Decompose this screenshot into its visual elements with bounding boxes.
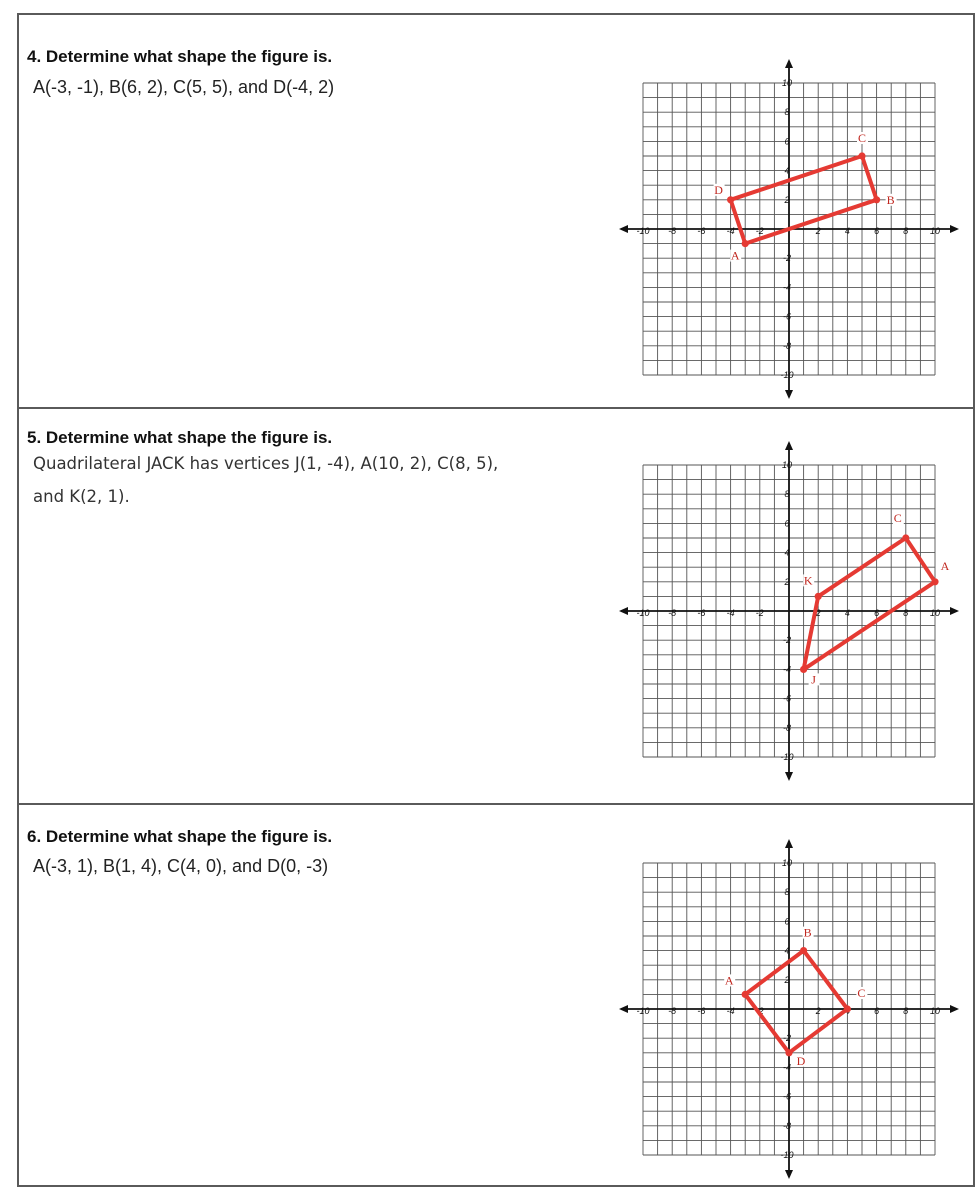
x-tick-label: -8: [668, 226, 677, 236]
problem-5: [19, 409, 973, 805]
problem-6-title: 6. Determine what shape the figure is.: [27, 827, 333, 846]
x-tick-label: 10: [929, 1006, 941, 1016]
x-axis-right-arrow: [950, 1005, 959, 1013]
x-axis-right-arrow: [950, 225, 959, 233]
worksheet: [17, 13, 975, 1187]
x-tick-label: -4: [726, 608, 735, 618]
axes: [619, 839, 959, 1179]
problem-6-graph: [609, 835, 939, 1170]
vertex-j-point: [800, 666, 807, 673]
x-tick-label: 2: [815, 1006, 821, 1016]
vertex-b-label: B: [886, 192, 895, 207]
y-axis-up-arrow: [785, 59, 793, 68]
x-tick-label: 8: [903, 1006, 909, 1016]
vertex-c-point: [902, 534, 909, 541]
y-tick-label: -10: [780, 370, 794, 380]
y-tick-label: -8: [782, 1120, 792, 1131]
y-tick-label: 2: [784, 194, 790, 205]
vertex-a-point: [742, 240, 749, 247]
y-tick-label: 4: [784, 165, 790, 176]
y-tick-label: -4: [782, 664, 792, 675]
quadrilateral: [745, 951, 847, 1053]
x-tick-label: -2: [755, 226, 764, 236]
vertex-c-label: C: [857, 986, 866, 1000]
x-tick-label: -8: [668, 1006, 677, 1016]
y-tick-label: -6: [782, 1091, 792, 1102]
vertex-d-label: D: [796, 1053, 806, 1068]
y-axis-down-arrow: [785, 1170, 793, 1179]
y-tick-label: -10: [780, 1150, 794, 1160]
y-tick-label: 10: [781, 78, 793, 88]
vertex-d-point: [727, 196, 734, 203]
y-tick-label: 2: [784, 576, 790, 587]
vertex-c-label: C: [857, 131, 867, 145]
y-axis-down-arrow: [785, 390, 793, 399]
problem-4-title: 4. Determine what shape the figure is.: [27, 47, 333, 66]
quadrilateral: [804, 538, 935, 669]
x-tick-label: 4: [844, 226, 850, 236]
vertex-a-point: [931, 578, 938, 585]
x-tick-label: -2: [755, 608, 764, 618]
y-tick-label: 10: [781, 858, 793, 868]
y-tick-label: -4: [782, 282, 792, 293]
y-tick-label: -2: [782, 635, 792, 646]
vertex-b-point: [800, 947, 807, 954]
x-tick-label: 2: [815, 226, 821, 236]
problem-6: [19, 805, 973, 1185]
y-tick-label: 8: [784, 887, 790, 898]
x-tick-label: -4: [726, 1006, 735, 1016]
x-tick-label: 2: [815, 608, 821, 618]
vertex-d-label: D: [714, 182, 723, 197]
x-tick-label: 10: [929, 226, 941, 236]
problem-4-given: A(-3, -1), B(6, 2), C(5, 5), and D(-4, 2): [33, 77, 335, 97]
vertex-a-label: A: [724, 973, 734, 988]
problem-4-graph: [609, 55, 939, 390]
problem-5-given: Quadrilateral JACK has vertices J(1, -4), A(10, 2), C(8, 5), and K(2, 1).: [33, 454, 499, 506]
y-tick-label: -10: [780, 752, 794, 762]
y-tick-label: 2: [784, 974, 790, 985]
problem-5-title: 5. Determine what shape the figure is.: [27, 428, 333, 447]
x-tick-label: 10: [929, 608, 941, 618]
vertex-c-point: [844, 1005, 851, 1012]
x-tick-label: -6: [697, 608, 706, 618]
x-tick-label: 8: [903, 226, 909, 236]
y-tick-label: 6: [784, 518, 790, 529]
problem-5-graph: [609, 437, 950, 772]
x-tick-label: -10: [636, 608, 650, 618]
y-axis-up-arrow: [785, 839, 793, 848]
y-tick-label: 8: [784, 107, 790, 118]
x-tick-label: -4: [726, 226, 735, 236]
problem-4: [19, 15, 973, 409]
y-tick-label: -6: [782, 311, 792, 322]
x-tick-label: -8: [668, 608, 677, 618]
x-axis-right-arrow: [950, 607, 959, 615]
axes: [619, 441, 959, 781]
vertex-a-label: A: [730, 248, 740, 263]
x-tick-label: -10: [636, 1006, 650, 1016]
x-tick-label: 6: [874, 608, 880, 618]
x-tick-label: 6: [874, 226, 880, 236]
x-tick-label: -6: [697, 1006, 706, 1016]
x-tick-label: 8: [903, 608, 909, 618]
y-axis-down-arrow: [785, 772, 793, 781]
y-tick-label: 6: [784, 136, 790, 147]
problem-6-given: A(-3, 1), B(1, 4), C(4, 0), and D(0, -3): [33, 856, 329, 876]
y-tick-label: -8: [782, 340, 792, 351]
vertex-c-point: [858, 152, 865, 159]
y-tick-label: 10: [781, 460, 793, 470]
vertex-a-point: [742, 991, 749, 998]
vertex-j-label: J: [811, 672, 816, 687]
y-axis-up-arrow: [785, 441, 793, 450]
y-tick-label: 4: [784, 547, 790, 558]
vertex-a-label: A: [940, 558, 950, 573]
x-axis-left-arrow: [619, 607, 628, 615]
x-axis-left-arrow: [619, 1005, 628, 1013]
vertex-b-label: B: [803, 925, 812, 940]
x-tick-label: -2: [755, 1006, 764, 1016]
x-tick-label: -10: [636, 226, 650, 236]
vertex-c-label: C: [893, 511, 902, 525]
x-axis-left-arrow: [619, 225, 628, 233]
y-tick-label: -4: [782, 1062, 792, 1073]
y-tick-label: 4: [784, 945, 790, 956]
x-tick-label: -6: [697, 226, 706, 236]
y-tick-label: 6: [784, 916, 790, 927]
vertex-k-label: K: [803, 573, 813, 588]
y-tick-label: -6: [782, 693, 792, 704]
x-tick-label: 6: [874, 1006, 880, 1016]
vertex-b-point: [873, 196, 880, 203]
x-tick-label: 4: [844, 608, 850, 618]
vertex-k-point: [815, 593, 822, 600]
y-tick-label: -2: [782, 1033, 792, 1044]
y-tick-label: -8: [782, 722, 792, 733]
vertex-d-point: [785, 1049, 792, 1056]
y-tick-label: -2: [782, 253, 792, 264]
y-tick-label: 8: [784, 489, 790, 500]
